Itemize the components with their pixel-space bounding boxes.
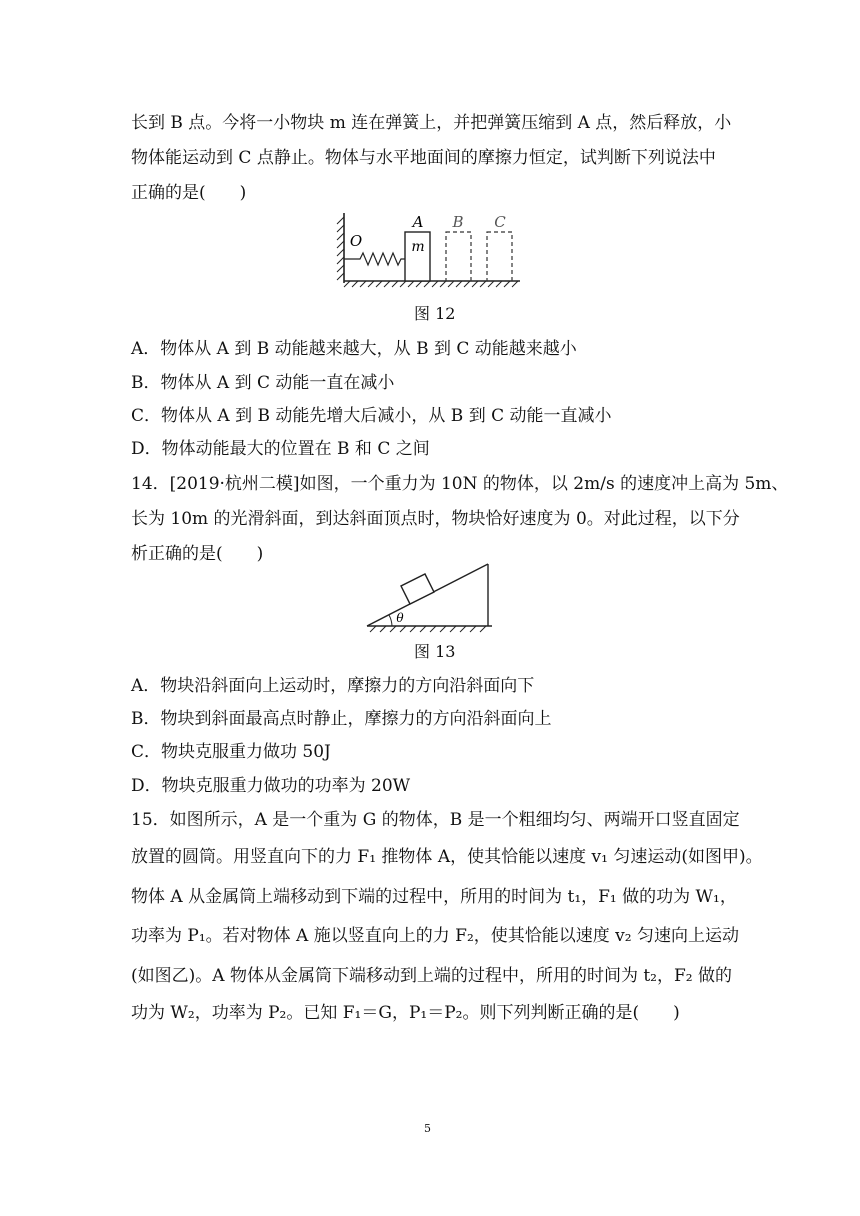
question-13-line-2: 物体能运动到 C 点静止。物体与水平地面间的摩擦力恒定，试判断下列说法中 <box>131 148 716 168</box>
question-14-line-3: 析正确的是( ) <box>131 544 264 564</box>
question-15-line-3: 物体 A 从金属筒上端移动到下端的过程中，所用的时间为 t₁，F₁ 做的功为 W₁， <box>131 887 737 907</box>
figure-12-caption: 图 12 <box>414 304 456 323</box>
position-b-outline <box>446 232 471 281</box>
label-m: m <box>411 239 425 255</box>
question-13-option-c: C．物体从 A 到 B 动能先增大后减小，从 B 到 C 动能一直减小 <box>131 406 612 426</box>
question-13-line-1: 长到 B 点。今将一小物块 m 连在弹簧上，并把弹簧压缩到 A 点，然后释放，小 <box>131 113 732 133</box>
question-13-option-b: B．物体从 A 到 C 动能一直在减小 <box>131 373 395 393</box>
label-o: O <box>349 232 363 250</box>
spring-block-figure <box>330 205 530 295</box>
question-13-option-a: A．物体从 A 到 B 动能越来越大，从 B 到 C 动能越来越小 <box>131 339 577 359</box>
angle-theta-label: θ <box>396 611 404 625</box>
label-a: A <box>412 213 424 231</box>
question-15-line-4: 功率为 P₁。若对物体 A 施以竖直向上的力 F₂，使其恰能以速度 v₂ 匀速向上运动 <box>131 926 739 946</box>
page-number: 5 <box>424 1122 431 1135</box>
question-14-option-b: B．物块到斜面最高点时静止，摩擦力的方向沿斜面向上 <box>131 709 552 729</box>
question-14-line-1: 14．[2019·杭州二模]如图，一个重力为 10N 的物体，以 2m/s 的速度冲上高为 5m、 <box>131 474 789 494</box>
position-c-outline <box>487 232 512 281</box>
spring <box>344 253 405 265</box>
question-15-line-2: 放置的圆筒。用竖直向下的力 F₁ 推物体 A，使其恰能以速度 v₁ 匀速运动(如图甲)。 <box>131 847 763 867</box>
label-c: C <box>494 213 506 231</box>
question-14-option-d: D．物块克服重力做功的功率为 20W <box>131 776 411 796</box>
question-14-option-a: A．物块沿斜面向上运动时，摩擦力的方向沿斜面向下 <box>131 676 535 696</box>
question-13-option-d: D．物体动能最大的位置在 B 和 C 之间 <box>131 439 430 459</box>
question-14-option-c: C．物块克服重力做功 50J <box>131 742 331 762</box>
question-15-line-1: 15．如图所示，A 是一个重为 G 的物体，B 是一个粗细均匀、两端开口竖直固定 <box>131 810 740 830</box>
question-15-line-6: 功为 W₂，功率为 P₂。已知 F₁＝G，P₁＝P₂。则下列判断正确的是( ) <box>131 1003 680 1023</box>
question-15-line-5: (如图乙)。A 物体从金属筒下端移动到上端的过程中，所用的时间为 t₂，F₂ 做的 <box>131 966 733 986</box>
label-b: B <box>452 213 464 231</box>
block-on-incline <box>401 574 434 604</box>
incline-figure <box>362 560 497 640</box>
question-14-line-2: 长为 10m 的光滑斜面，到达斜面顶点时，物块恰好速度为 0。对此过程，以下分 <box>131 509 740 529</box>
figure-13-caption: 图 13 <box>414 642 456 661</box>
question-13-line-3: 正确的是( ) <box>131 183 247 203</box>
